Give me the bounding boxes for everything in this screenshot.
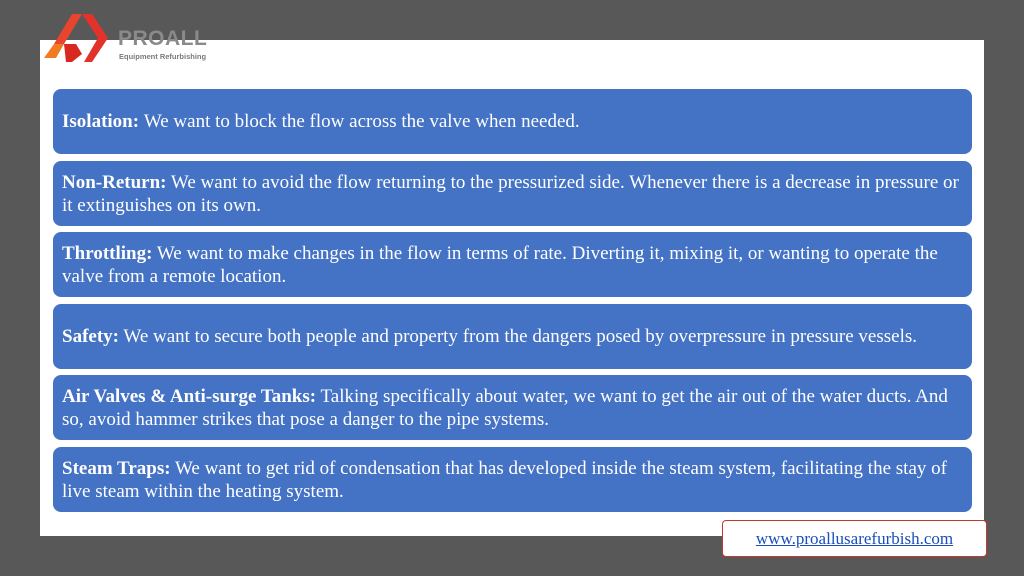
item-label: Non-Return: [62,171,167,193]
item-label: Safety: [62,326,119,347]
item-text: We want to make changes in the flow in terms of rate. Diverting it, mixing it, or wanting to operate the valve from a remote location. [62,242,938,287]
purpose-item-safety [53,304,972,369]
proall-logo-mark-icon [42,12,112,64]
logo-tagline: Equipment Refurbishing [119,52,207,61]
item-label: Air Valves & Anti-surge Tanks: [62,385,317,407]
item-text: We want to block the flow across the valve when needed. [143,111,580,132]
purpose-item-isolation [53,89,972,154]
item-label: Steam Traps: [62,457,171,479]
item-text: We want to avoid the flow returning to the pressurized side. Whenever there is a decrease in pressure or it extinguishes on its own. [62,171,959,216]
purpose-item-throttling [53,232,972,297]
purpose-item-steam-traps [53,447,972,512]
item-label: Isolation: [62,111,140,132]
item-text: Talking specifically about water, we want to get the air out of the water ducts. And so, avoid hammer strikes that pose a danger to the pipe systems. [62,385,948,430]
website-link[interactable]: www.proallusarefurbish.com [755,528,954,548]
website-link-box [722,520,987,557]
logo-brand-text: PROALL [118,27,208,50]
item-label: Throttling: [62,242,153,264]
purpose-item-air-valves [53,375,972,440]
proall-logo[interactable] [42,12,222,64]
item-text: We want to secure both people and property from the dangers posed by overpressure in pressure vessels. [123,326,917,347]
item-text: We want to get rid of condensation that has developed inside the steam system, facilitating the stay of live steam within the heating system. [62,457,947,502]
purpose-item-non-return [53,161,972,226]
